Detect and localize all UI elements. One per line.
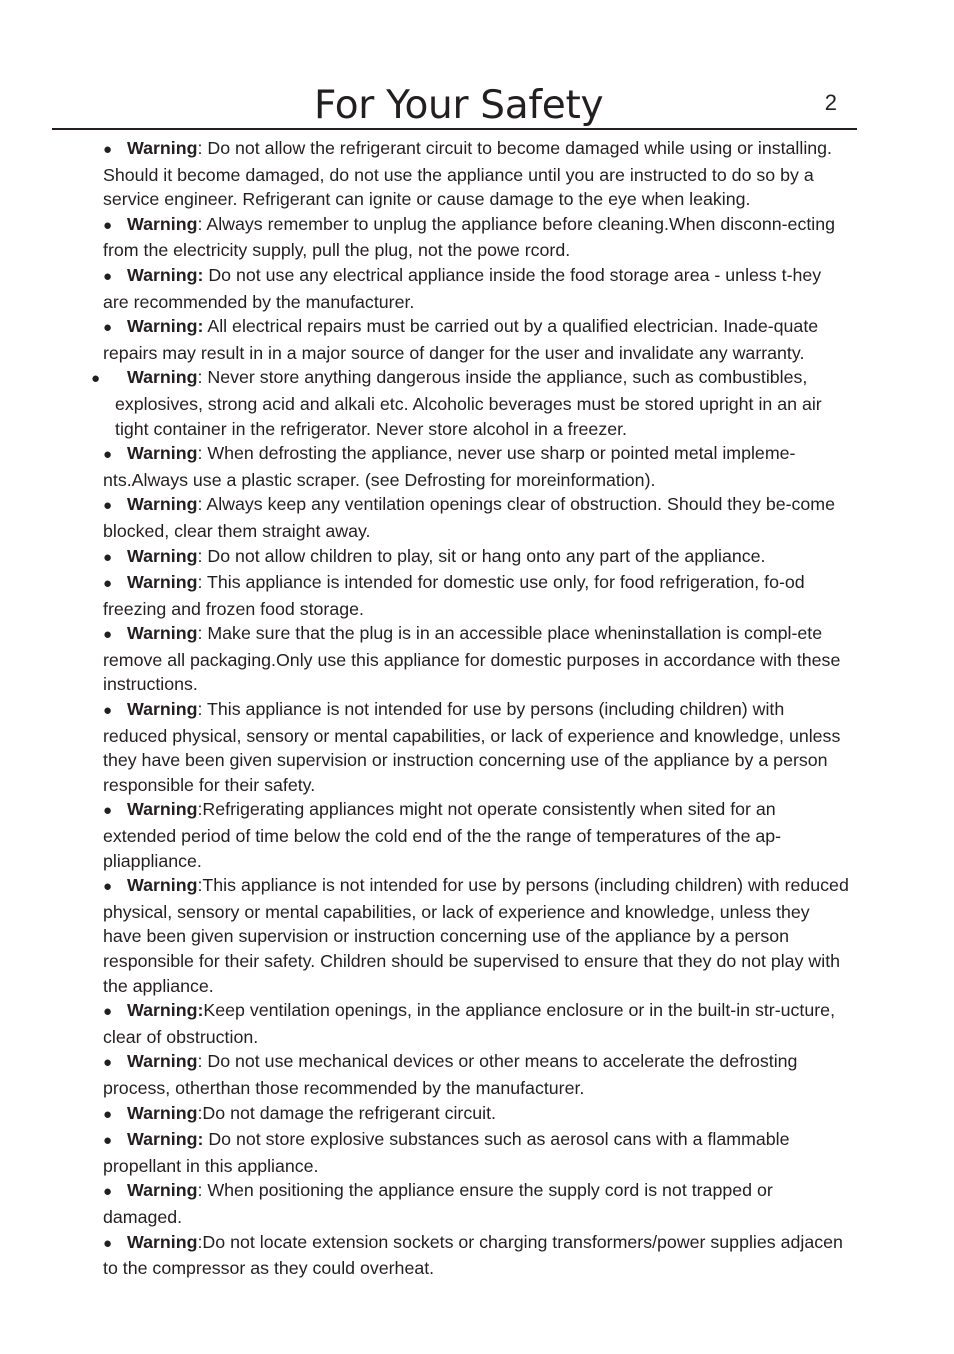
- warning-text: : This appliance is intended for domestic use only, for food refrigeration, fo-od freezing and frozen food storage.: [103, 572, 805, 619]
- warning-item: [103, 621, 849, 697]
- warning-item: [103, 314, 849, 365]
- warning-text: Do not store explosive substances such as aerosol cans with a flammable propellant in this appliance.: [103, 1129, 790, 1176]
- warning-label: Warning:: [127, 264, 204, 285]
- warning-text: :Do not locate extension sockets or charging transformers/power supplies adjacen to the compressor as they could overheat.: [103, 1231, 843, 1279]
- warning-label: Warning: [127, 572, 198, 593]
- warning-text: :Do not damage the refrigerant circuit.: [197, 1102, 496, 1123]
- warning-item: [103, 1178, 849, 1229]
- warning-text: : Always remember to unplug the appliance before cleaning.When disconn-ecting from the electricity supply, pull the plug, not the powe rcord.: [103, 213, 836, 261]
- warning-text: : Do not allow the refrigerant circuit to become damaged while using or installing. Should it become damaged, do not use the appliance until you are instructed to do so by a service engineer. Refrigerant can ignite or cause damage to the eye when leaking.: [103, 138, 832, 210]
- bullet-icon: ●: [103, 216, 113, 234]
- warning-label: Warning:: [127, 316, 204, 337]
- warning-item: [103, 441, 849, 492]
- warning-label: Warning: [127, 494, 198, 515]
- warning-item: [91, 365, 849, 441]
- warning-item: [103, 136, 849, 212]
- bullet-icon: ●: [103, 702, 113, 720]
- bullet-icon: ●: [103, 1105, 113, 1123]
- warning-item: [103, 492, 849, 543]
- page-title: For Your Safety: [314, 83, 604, 128]
- bullet-icon: ●: [103, 878, 113, 896]
- bullet-icon: ●: [103, 1003, 113, 1021]
- warning-item: [103, 797, 849, 873]
- warning-text: : Do not use mechanical devices or other means to accelerate the defrosting process, otherthan those recommended by the manufacturer.: [103, 1051, 798, 1098]
- warning-item: [103, 1049, 849, 1100]
- page-number: 2: [824, 90, 837, 115]
- warning-text: : Always keep any ventilation openings clear of obstruction. Should they be-come blocked, clear them straight away.: [103, 494, 836, 541]
- warning-text: Keep ventilation openings, in the appliance enclosure or in the built-in str-ucture, clear of obstruction.: [103, 1000, 836, 1047]
- bullet-icon: ●: [103, 1132, 113, 1150]
- warning-text: : When defrosting the appliance, never use sharp or pointed metal impleme-nts.Always use a plastic scraper. (see Defrosting for moreinformation).: [103, 443, 796, 490]
- warning-text: :This appliance is not intended for use by persons (including children) with reduced physical, sensory or mental capabilities, or lack of experience and knowledge, unless they have been given supervision or instruction concerning use of the appliance by a person responsible for their safety. Children should be supervised to ensure that they do not play with the appliance.: [103, 875, 849, 996]
- warning-label: Warning: [127, 213, 198, 234]
- warning-text: All electrical repairs must be carried out by a qualified electrician. Inade-quate repairs may result in in a major source of danger for the user and invalidate any warranty.: [103, 316, 819, 363]
- bullet-icon: ●: [103, 1183, 113, 1201]
- warning-item: [103, 1127, 849, 1178]
- warning-label: Warning: [127, 367, 198, 388]
- bullet-icon: ●: [103, 497, 113, 515]
- warning-label: Warning: [127, 699, 198, 720]
- warning-item: [103, 1101, 849, 1128]
- warning-label: Warning: [127, 1231, 198, 1252]
- warning-item: [103, 570, 849, 621]
- warning-label: Warning: [127, 138, 198, 158]
- bullet-icon: ●: [103, 575, 113, 593]
- bullet-icon: ●: [103, 1054, 113, 1072]
- warning-text: :Refrigerating appliances might not operate consistently when sited for an extended period of time below the cold end of the the range of temperatures of the ap-pliappliance.: [103, 799, 782, 871]
- bullet-icon: ●: [103, 548, 113, 566]
- warning-text: : Never store anything dangerous inside the appliance, such as combustibles, explosives, strong acid and alkali etc. Alcoholic beverages must be stored upright in an air tight container in the refrigerator. Never store alcohol in a freezer.: [115, 367, 822, 439]
- page-header: [52, 80, 857, 130]
- bullet-icon: ●: [103, 319, 113, 337]
- bullet-icon: ●: [103, 802, 113, 820]
- warning-text: : Do not allow children to play, sit or hang onto any part of the appliance.: [197, 545, 766, 566]
- warning-item: [103, 263, 849, 314]
- warning-list: [91, 136, 849, 1281]
- warning-text: : Make sure that the plug is in an accessible place wheninstallation is compl-ete remove all packaging.Only use this appliance for domestic purposes in accordance with these instructions.: [103, 623, 841, 695]
- bullet-icon: ●: [103, 141, 113, 158]
- warning-label: Warning: [127, 799, 198, 820]
- warning-text: Do not use any electrical appliance inside the food storage area - unless t-hey are recommended by the manufacturer.: [103, 264, 822, 312]
- bullet-icon: ●: [103, 626, 113, 644]
- warning-label: Warning: [127, 623, 198, 644]
- warning-text: : This appliance is not intended for use by persons (including children) with reduced physical, sensory or mental capabilities, or lack of experience and knowledge, unless they have been given supervision or instruction concerning use of the appliance by a person responsible for their safety.: [103, 699, 841, 795]
- warning-item: [103, 1230, 849, 1281]
- warning-label: Warning: [127, 1051, 198, 1072]
- bullet-icon: ●: [103, 267, 113, 285]
- warning-item: [103, 873, 849, 998]
- warning-label: Warning: [127, 545, 198, 566]
- bullet-icon: ●: [91, 370, 101, 388]
- warning-label: Warning:: [127, 1129, 204, 1150]
- warning-label: Warning: [127, 1102, 198, 1123]
- warning-item: [103, 697, 849, 797]
- warning-label: Warning: [127, 443, 198, 464]
- warning-item: [103, 998, 849, 1049]
- bullet-icon: ●: [103, 446, 113, 464]
- warning-label: Warning: [127, 875, 198, 896]
- warning-label: Warning: [127, 1180, 198, 1201]
- warning-item: [103, 212, 849, 263]
- bullet-icon: ●: [103, 1234, 113, 1252]
- warning-label: Warning:: [127, 1000, 204, 1021]
- warning-item: [103, 544, 849, 571]
- warning-text: : When positioning the appliance ensure the supply cord is not trapped or damaged.: [103, 1180, 773, 1227]
